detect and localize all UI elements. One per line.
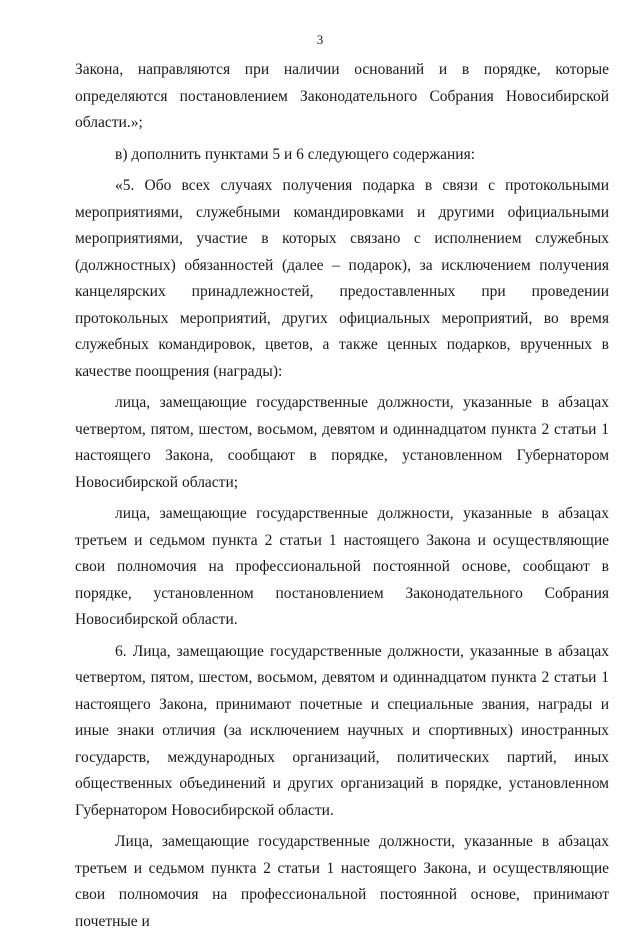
document-body (75, 57, 609, 940)
paragraph-item-5: «5. Обо всех случаях получения подарка в связи с протокольными мероприятиями, служебными командировками и другими официальными мероприятиями, участие в которых связано с исполнением служебных (должностных) обязанностей (далее – подарок), за исключением получения канцелярских принадлежностей, предоставленных при проведении протокольных мероприятий, других официальных мероприятий, во время служебных командировок, цветов, а также ценных подарков, врученных в качестве поощрения (награды): (75, 177, 609, 380)
paragraph-governor-procedure: лица, замещающие государственные должности, указанные в абзацах четвертом, пятом, шестом, восьмом, девятом и одиннадцатом пункта 2 статьи 1 настоящего Закона, сообщают в порядке, установленном Губернатором Новосибирской области; (75, 394, 609, 491)
paragraph-continuation: Закона, направляются при наличии оснований и в порядке, которые определяются постановлением Законодательного Собрания Новосибирской области.»; (75, 61, 609, 131)
paragraph-item-6: 6. Лица, замещающие государственные должности, указанные в абзацах четвертом, пятом, шестом, восьмом, девятом и одиннадцатом пункта 2 статьи 1 настоящего Закона, принимают почетные и специальные звания, награды и иные знаки отличия (за исключением научных и спортивных) иностранных государств, международных организаций, политических партий, иных общественных объединений и других организаций в порядке, установленном Губернатором Новосибирской области. (75, 642, 609, 819)
paragraph-amendment-intro: в) дополнить пунктами 5 и 6 следующего содержания: (115, 145, 476, 163)
page-number: 3 (316, 32, 324, 47)
paragraph-assembly-procedure: лица, замещающие государственные должности, указанные в абзацах третьем и седьмом пункта 2 статьи 1 настоящего Закона и осуществляющие свои полномочия на профессиональной постоянной основе, сообщают в порядке, установленном постановлением Законодательного Собрания Новосибирской области. (75, 505, 609, 628)
paragraph-honorary-titles: Лица, замещающие государственные должности, указанные в абзацах третьем и седьмом пункта 2 статьи 1 настоящего Закона, и осуществляющие свои полномочия на профессиональной постоянной основе, принимают почетные и (75, 833, 609, 930)
